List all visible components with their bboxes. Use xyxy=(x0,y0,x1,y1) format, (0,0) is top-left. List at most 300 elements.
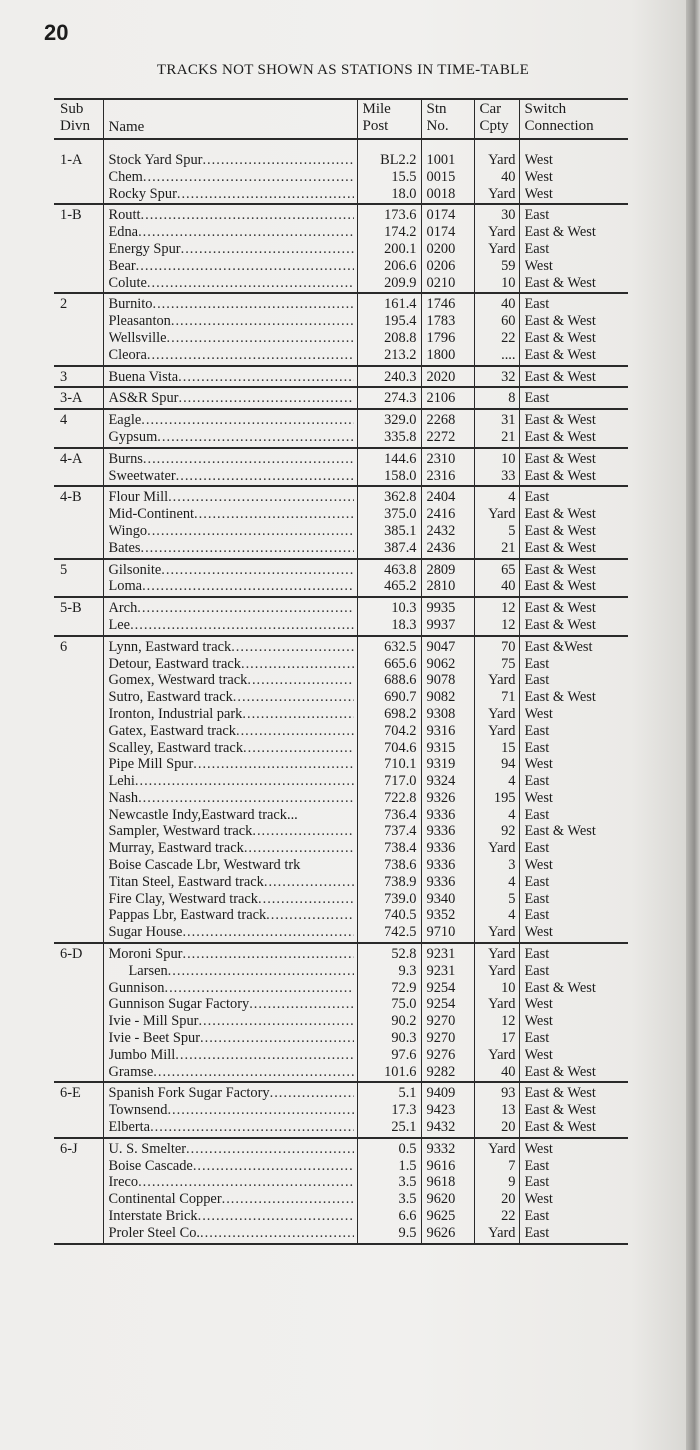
car-capacity: 4 xyxy=(508,873,516,890)
track-name-text: Cleora xyxy=(108,346,147,363)
car-capacity: Yard xyxy=(488,672,516,689)
mile-post-cell xyxy=(357,486,421,558)
car-cpty-cell xyxy=(474,1138,519,1244)
subdivision-section xyxy=(54,1138,628,1244)
dot-leader xyxy=(178,390,353,407)
station-number: 1783 xyxy=(426,313,456,330)
mile-post-value: 18.3 xyxy=(391,616,417,633)
switch-connection-cell xyxy=(519,1082,628,1137)
switch-connection: East xyxy=(524,840,550,857)
track-name xyxy=(109,169,354,186)
track-name-text: Ivie - Mill Spur xyxy=(108,1013,199,1030)
track-name-text: Lehi xyxy=(108,773,135,790)
station-number: 2810 xyxy=(426,578,456,595)
track-name xyxy=(109,996,354,1013)
switch-connection: East & West xyxy=(524,578,596,595)
switch-connection: East xyxy=(524,946,550,963)
switch-connection-cell xyxy=(519,139,628,204)
track-name-text: Titan Steel, Eastward track xyxy=(108,873,264,890)
track-name xyxy=(109,840,354,857)
track-name-text: Gilsonite xyxy=(108,561,162,578)
dot-leader xyxy=(193,756,353,773)
subdivision-section xyxy=(54,486,628,558)
dot-leader xyxy=(178,369,353,386)
track-name xyxy=(109,924,354,941)
track-name xyxy=(109,1102,354,1119)
track-name-text: Sutro, Eastward track xyxy=(108,689,233,706)
station-number: 9340 xyxy=(426,890,456,907)
track-name-text: Newcastle Indy,Eastward track... xyxy=(108,806,298,823)
mile-post-cell xyxy=(357,409,421,448)
track-name xyxy=(109,857,354,874)
switch-connection-cell xyxy=(519,293,628,365)
sub-divn-cell xyxy=(54,486,103,558)
sub-divn-cell xyxy=(54,1138,103,1244)
mile-post-value: 665.6 xyxy=(384,655,417,672)
dot-leader xyxy=(177,186,354,203)
station-number: 2272 xyxy=(426,428,456,445)
car-capacity: 17 xyxy=(501,1030,516,1047)
track-name xyxy=(109,451,354,468)
car-capacity: 3 xyxy=(508,857,516,874)
table-row xyxy=(54,204,628,293)
subdivision-section xyxy=(54,139,628,204)
car-cpty-cell xyxy=(474,293,519,365)
mile-post-value: 736.4 xyxy=(384,806,417,823)
subdivision-section xyxy=(54,559,628,598)
station-number: 9308 xyxy=(426,705,456,722)
track-name-text: Fire Clay, Westward track xyxy=(108,890,258,907)
track-name-text: Interstate Brick xyxy=(108,1208,198,1225)
station-number: 9616 xyxy=(426,1157,456,1174)
switch-connection: East & West xyxy=(524,1119,596,1136)
switch-connection: West xyxy=(524,152,553,168)
switch-connection: West xyxy=(524,168,553,185)
station-number: 9626 xyxy=(426,1224,456,1241)
dot-leader xyxy=(193,1158,354,1175)
mile-post-value: 200.1 xyxy=(384,240,417,257)
mile-post-value: 90.3 xyxy=(391,1030,417,1047)
track-name-text: Wellsville xyxy=(108,329,167,346)
subdivision-section xyxy=(54,204,628,293)
switch-connection: East & West xyxy=(524,616,596,633)
track-name-text: Lynn, Eastward track xyxy=(108,638,232,655)
station-number: 9423 xyxy=(426,1102,456,1119)
track-name-text: Sampler, Westward track xyxy=(108,823,253,840)
station-number: 9324 xyxy=(426,773,456,790)
station-number: 9625 xyxy=(426,1208,456,1225)
switch-connection: East & West xyxy=(524,368,596,385)
mile-post-value: 10.3 xyxy=(391,600,417,617)
switch-connection: East xyxy=(524,962,550,979)
station-number: 9620 xyxy=(426,1191,456,1208)
dot-leader xyxy=(243,740,353,757)
station-number: 9935 xyxy=(426,600,456,617)
sub-divn-label: 4 xyxy=(60,412,68,429)
mile-post-value: 25.1 xyxy=(391,1119,417,1136)
station-number: 0200 xyxy=(426,240,456,257)
car-capacity: 75 xyxy=(501,655,516,672)
station-number: 0174 xyxy=(426,207,456,224)
mile-post-value: 209.9 xyxy=(384,274,417,291)
mile-post-cell xyxy=(357,597,421,636)
track-name-text: Ivie - Beet Spur xyxy=(108,1030,201,1047)
car-cpty-cell xyxy=(474,204,519,293)
dot-leader xyxy=(143,451,354,468)
subdivision-section xyxy=(54,943,628,1082)
track-name xyxy=(109,152,354,169)
track-name-text: Gramse xyxy=(108,1063,154,1080)
switch-connection: East &West xyxy=(524,638,593,655)
mile-post-value: 144.6 xyxy=(384,450,417,467)
track-name-text: Gomex, Westward track xyxy=(108,672,248,689)
track-name-text: Townsend xyxy=(108,1102,168,1119)
sub-divn-label: 1-B xyxy=(60,207,82,224)
switch-connection: West xyxy=(524,996,553,1013)
station-number: 9710 xyxy=(426,924,456,941)
dot-leader xyxy=(141,412,353,429)
subdivision-section xyxy=(54,387,628,409)
table-row xyxy=(54,366,628,388)
track-name-text: Detour, Eastward track xyxy=(108,655,241,672)
mile-post-value: 72.9 xyxy=(391,979,417,996)
track-name xyxy=(109,224,354,241)
header-stn-no: Stn No. xyxy=(421,99,474,139)
dot-leader xyxy=(168,963,354,980)
track-name-text: Bear xyxy=(108,257,136,274)
car-capacity: 4 xyxy=(508,907,516,924)
tracks-table xyxy=(54,98,628,1245)
station-number: 1746 xyxy=(426,296,456,313)
switch-connection: East & West xyxy=(524,539,596,556)
station-number: 9409 xyxy=(426,1085,456,1102)
track-name-text: Flour Mill xyxy=(108,489,169,506)
station-number: 2809 xyxy=(426,561,456,578)
car-capacity: 21 xyxy=(501,428,516,445)
mile-post-value: 688.6 xyxy=(384,672,417,689)
table-row xyxy=(54,1082,628,1137)
sub-divn-cell xyxy=(54,409,103,448)
mile-post-value: 206.6 xyxy=(384,257,417,274)
track-name xyxy=(109,672,354,689)
dot-leader xyxy=(200,1030,353,1047)
dot-leader xyxy=(153,1064,353,1081)
car-capacity: 94 xyxy=(501,756,516,773)
stn-no-cell xyxy=(421,559,474,598)
table-row xyxy=(54,448,628,487)
table-row xyxy=(54,387,628,409)
switch-connection: East xyxy=(524,1208,550,1225)
mile-post-value: 5.1 xyxy=(398,1085,417,1102)
dot-leader xyxy=(135,773,354,790)
station-number: 9270 xyxy=(426,1013,456,1030)
track-name xyxy=(109,390,354,407)
header-name: Name xyxy=(103,99,357,139)
station-number: 9078 xyxy=(426,672,456,689)
mile-post-value: 717.0 xyxy=(384,773,417,790)
stn-no-cell xyxy=(421,139,474,204)
station-number: 0174 xyxy=(426,224,456,241)
station-number: 9316 xyxy=(426,722,456,739)
dot-leader xyxy=(175,1047,353,1064)
car-capacity: 4 xyxy=(508,806,516,823)
dot-leader xyxy=(182,946,353,963)
dot-leader xyxy=(182,924,353,941)
station-number: 9336 xyxy=(426,806,456,823)
switch-connection: East xyxy=(524,655,550,672)
track-name xyxy=(109,241,354,258)
station-number: 9282 xyxy=(426,1063,456,1080)
mile-post-value: 738.9 xyxy=(384,873,417,890)
dot-leader xyxy=(249,996,353,1013)
track-name xyxy=(109,600,354,617)
dot-leader xyxy=(198,1013,353,1030)
car-capacity: Yard xyxy=(488,240,516,257)
station-number: 9254 xyxy=(426,979,456,996)
dot-leader xyxy=(247,672,353,689)
car-capacity: Yard xyxy=(488,962,516,979)
track-name-text: Lee xyxy=(108,616,131,633)
switch-connection: West xyxy=(524,1140,553,1157)
mile-post-value: 737.4 xyxy=(384,823,417,840)
dot-leader xyxy=(252,823,353,840)
mile-post-value: 375.0 xyxy=(384,506,417,523)
mile-post-value: 0.5 xyxy=(398,1140,417,1157)
dot-leader xyxy=(168,489,353,506)
switch-connection: East xyxy=(524,207,550,224)
car-cpty-cell xyxy=(474,486,519,558)
switch-connection: West xyxy=(524,789,553,806)
mile-post-value: 174.2 xyxy=(384,224,417,241)
switch-connection-cell xyxy=(519,448,628,487)
switch-connection: East xyxy=(524,489,550,506)
name-cell xyxy=(103,559,357,598)
station-number: 9276 xyxy=(426,1046,456,1063)
mile-post-value: 632.5 xyxy=(384,638,417,655)
track-name xyxy=(109,313,354,330)
sub-divn-cell xyxy=(54,366,103,388)
dot-leader xyxy=(147,523,353,540)
switch-connection: East & West xyxy=(524,1085,596,1102)
name-cell xyxy=(103,387,357,409)
dot-leader xyxy=(270,1085,354,1102)
switch-connection: West xyxy=(524,1046,553,1063)
track-name-text: Gypsum xyxy=(108,428,158,445)
switch-connection: East xyxy=(524,873,550,890)
stn-no-cell xyxy=(421,1082,474,1137)
switch-connection: East & West xyxy=(524,224,596,241)
switch-connection: East xyxy=(524,1174,550,1191)
mile-post-value: 739.0 xyxy=(384,890,417,907)
track-name-text: Continental Copper xyxy=(108,1191,222,1208)
mile-post-value: 3.5 xyxy=(398,1174,417,1191)
stn-no-cell xyxy=(421,204,474,293)
switch-connection: East xyxy=(524,390,550,407)
car-capacity: 40 xyxy=(501,168,516,185)
switch-connection: West xyxy=(524,257,553,274)
dot-leader xyxy=(258,891,354,908)
switch-connection: West xyxy=(524,185,553,202)
dot-leader xyxy=(130,617,353,634)
switch-connection: East & West xyxy=(524,428,596,445)
station-number: 9062 xyxy=(426,655,456,672)
switch-connection-cell xyxy=(519,943,628,1082)
header-car-cpty: Car Cpty xyxy=(474,99,519,139)
car-capacity: 8 xyxy=(508,390,516,407)
station-number: 2020 xyxy=(426,368,456,385)
station-number: 9937 xyxy=(426,616,456,633)
station-number: 0206 xyxy=(426,257,456,274)
sub-divn-label: 1-A xyxy=(60,152,83,168)
switch-connection: East xyxy=(524,722,550,739)
track-name xyxy=(109,891,354,908)
station-number: 2436 xyxy=(426,539,456,556)
mile-post-value: 15.5 xyxy=(391,168,417,185)
car-capacity: Yard xyxy=(488,705,516,722)
track-name xyxy=(109,1119,354,1136)
car-capacity: Yard xyxy=(488,840,516,857)
stn-no-cell xyxy=(421,1138,474,1244)
track-name xyxy=(109,790,354,807)
track-name xyxy=(109,1013,354,1030)
switch-connection: East & West xyxy=(524,467,596,484)
track-name-text: Mid-Continent xyxy=(108,506,195,523)
name-cell xyxy=(103,293,357,365)
track-name-text: Burns xyxy=(108,450,143,467)
mile-post-value: 698.2 xyxy=(384,705,417,722)
sub-divn-cell xyxy=(54,139,103,204)
name-cell xyxy=(103,1138,357,1244)
sub-divn-cell xyxy=(54,293,103,365)
stn-no-cell xyxy=(421,366,474,388)
station-number: 2416 xyxy=(426,506,456,523)
car-capacity: 30 xyxy=(501,207,516,224)
track-name xyxy=(109,1141,354,1158)
track-name xyxy=(109,980,354,997)
track-name xyxy=(109,1085,354,1102)
car-capacity: 10 xyxy=(501,450,516,467)
track-name xyxy=(109,1064,354,1081)
sub-divn-label: 3-A xyxy=(60,390,83,407)
dot-leader xyxy=(222,1191,354,1208)
track-name xyxy=(109,756,354,773)
name-cell xyxy=(103,943,357,1082)
switch-connection: East & West xyxy=(524,450,596,467)
track-name xyxy=(109,369,354,386)
car-capacity: 40 xyxy=(501,578,516,595)
switch-connection: East xyxy=(524,240,550,257)
dot-leader xyxy=(181,241,354,258)
mile-post-value: 52.8 xyxy=(391,946,417,963)
switch-connection: East xyxy=(524,806,550,823)
track-name xyxy=(109,617,354,634)
car-capacity: Yard xyxy=(488,1140,516,1157)
name-cell xyxy=(103,409,357,448)
track-name xyxy=(109,506,354,523)
track-name xyxy=(109,489,354,506)
dot-leader xyxy=(231,639,353,656)
mile-post-cell xyxy=(357,559,421,598)
switch-connection: East xyxy=(524,1030,550,1047)
page-number: 20 xyxy=(44,20,69,45)
dot-leader xyxy=(167,1102,353,1119)
sub-divn-cell xyxy=(54,1082,103,1137)
sub-divn-label: 4-B xyxy=(60,489,82,506)
switch-connection-cell xyxy=(519,387,628,409)
track-name-text: Jumbo Mill xyxy=(108,1046,176,1063)
mile-post-cell xyxy=(357,387,421,409)
mile-post-value: 704.6 xyxy=(384,739,417,756)
subdivision-section xyxy=(54,293,628,365)
car-capacity: 71 xyxy=(501,689,516,706)
mile-post-value: 387.4 xyxy=(384,539,417,556)
car-capacity: 93 xyxy=(501,1085,516,1102)
switch-connection-cell xyxy=(519,1138,628,1244)
car-capacity: 4 xyxy=(508,489,516,506)
mile-post-value: 17.3 xyxy=(391,1102,417,1119)
dot-leader xyxy=(171,313,354,330)
track-name xyxy=(109,523,354,540)
car-cpty-cell xyxy=(474,559,519,598)
table-row xyxy=(54,409,628,448)
station-number: 2268 xyxy=(426,412,456,429)
car-capacity: Yard xyxy=(488,185,516,202)
mile-post-value: 465.2 xyxy=(384,578,417,595)
switch-connection: East xyxy=(524,1224,550,1241)
track-name-text: Gunnison xyxy=(108,979,165,996)
mile-post-cell xyxy=(357,1082,421,1137)
switch-connection-cell xyxy=(519,366,628,388)
car-capacity: 65 xyxy=(501,561,516,578)
sub-divn-label: 6-E xyxy=(60,1085,81,1102)
car-capacity: 22 xyxy=(501,1208,516,1225)
sub-divn-label: 4-A xyxy=(60,450,83,467)
track-name xyxy=(109,807,354,824)
dot-leader xyxy=(150,1119,353,1136)
dot-leader xyxy=(138,224,353,241)
switch-connection: East & West xyxy=(524,346,596,363)
track-name xyxy=(109,578,354,595)
track-name-text: Murray, Eastward track xyxy=(108,840,244,857)
sub-divn-cell xyxy=(54,204,103,293)
track-name-text: Sugar House xyxy=(108,924,183,941)
track-name-text: Arch xyxy=(108,600,138,617)
car-capacity: Yard xyxy=(488,506,516,523)
dot-leader xyxy=(176,468,354,485)
track-name xyxy=(109,740,354,757)
subdivision-section xyxy=(54,1082,628,1137)
station-number: 9336 xyxy=(426,823,456,840)
subdivision-section xyxy=(54,448,628,487)
track-name xyxy=(109,656,354,673)
switch-connection: East & West xyxy=(524,1063,596,1080)
car-capacity: Yard xyxy=(488,924,516,941)
track-name xyxy=(109,347,354,364)
track-name xyxy=(109,1225,354,1242)
station-number: 9332 xyxy=(426,1140,456,1157)
stn-no-cell xyxy=(421,636,474,943)
mile-post-value: 704.2 xyxy=(384,722,417,739)
switch-connection: East & West xyxy=(524,979,596,996)
track-name-text: Energy Spur xyxy=(108,240,181,257)
switch-connection-cell xyxy=(519,409,628,448)
track-name xyxy=(109,275,354,292)
mile-post-cell xyxy=(357,139,421,204)
switch-connection: East & West xyxy=(524,689,596,706)
car-capacity: 21 xyxy=(501,539,516,556)
car-capacity: Yard xyxy=(488,722,516,739)
dot-leader xyxy=(157,429,353,446)
